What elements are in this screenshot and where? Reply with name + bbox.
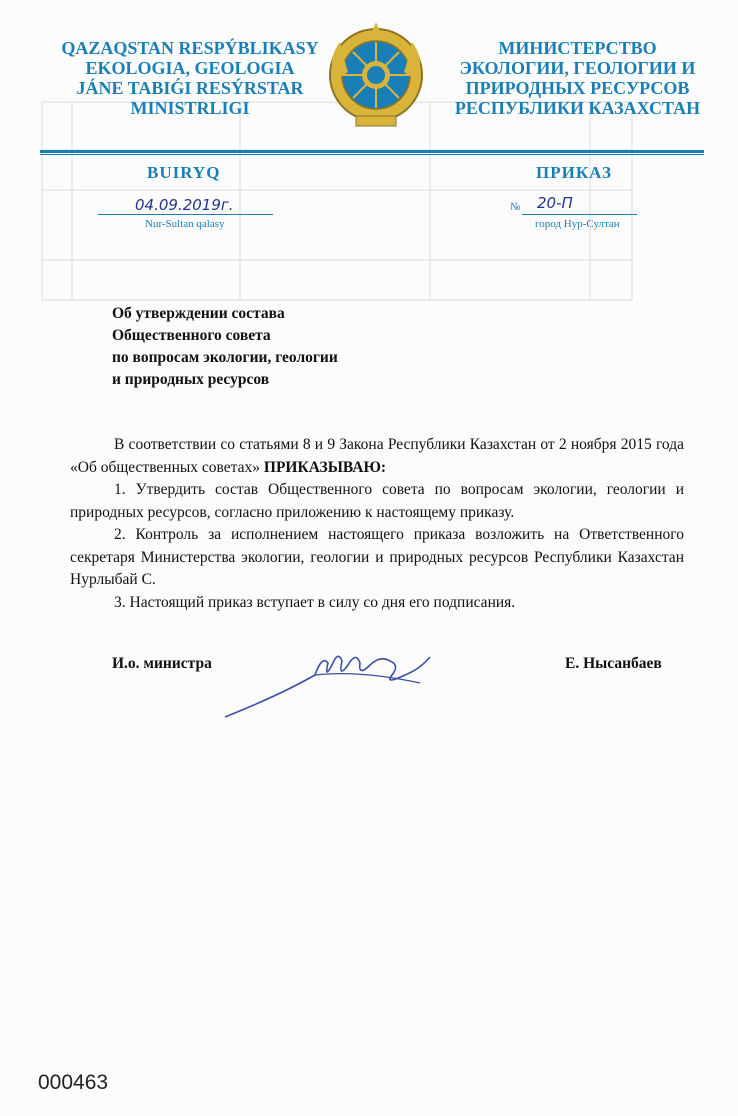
document-serial-number: 000463: [38, 1071, 109, 1094]
number-sign: №: [510, 201, 521, 213]
signatory-role: И.о. министра: [112, 655, 212, 672]
ministry-name-kz: [40, 38, 340, 118]
body-paragraph-preamble: [70, 434, 684, 479]
header-rule: [40, 150, 704, 153]
city-ru: город Нур-Султан: [535, 218, 620, 230]
header-right-line: ПРИРОДНЫХ РЕСУРСОВ: [465, 78, 690, 98]
subject-line: Общественного совета: [112, 327, 271, 344]
order-body: [70, 434, 684, 614]
order-date: 04.09.2019г.: [135, 196, 234, 214]
header-left-line: MINISTRLIGI: [130, 98, 250, 118]
order-subject: [112, 303, 412, 391]
subject-line: Об утверждении состава: [112, 305, 285, 322]
subject-line: по вопросам экологии, геологии: [112, 349, 338, 366]
header-left-line: JÁNE TABIǴI RESÝRSTAR: [76, 78, 304, 98]
header-left-line: EKOLOGIA, GEOLOGIA: [85, 58, 295, 78]
order-directive: ПРИКАЗЫВАЮ:: [263, 458, 387, 476]
order-number: 20-П: [537, 194, 573, 212]
handwritten-signature: [220, 635, 440, 725]
date-underline: [98, 214, 273, 215]
signatory-name: Е. Нысанбаев: [565, 655, 662, 672]
body-paragraph-1: 1. Утвердить состав Общественного совета по вопросам экологии, геологии и природных ресурсов, согласно приложению к настоящему приказу.: [70, 481, 684, 521]
order-title-kz: BUIRYQ: [147, 163, 221, 182]
header-left-line: QAZAQSTAN RESPÝBLIKASY: [61, 38, 319, 58]
city-kz: Nur-Sultan qalasy: [145, 218, 225, 230]
subject-line: и природных ресурсов: [112, 371, 270, 388]
body-paragraph-2: 2. Контроль за исполнением настоящего приказа возложить на Ответственного секретаря Министерства экологии, геологии и природных ресурсов Республики Казахстан Нурлыбай С.: [70, 526, 684, 588]
header-right-line: РЕСПУБЛИКИ КАЗАХСТАН: [454, 98, 701, 118]
ministry-name-ru: [440, 38, 715, 118]
number-underline: [522, 214, 637, 215]
header-right-line: МИНИСТЕРСТВО: [498, 38, 657, 58]
state-emblem-icon: [326, 20, 426, 130]
body-paragraph-3: 3. Настоящий приказ вступает в силу со дня его подписания.: [114, 593, 516, 611]
preamble-text: В соответствии со статьями 8 и 9 Закона Республики Казахстан от 2 ноября 2015 года «Об общественных советах»: [70, 436, 684, 476]
header-right-line: ЭКОЛОГИИ, ГЕОЛОГИИ И: [459, 58, 696, 78]
order-title-ru: ПРИКАЗ: [536, 163, 612, 182]
header-rule-thin: [40, 154, 704, 155]
